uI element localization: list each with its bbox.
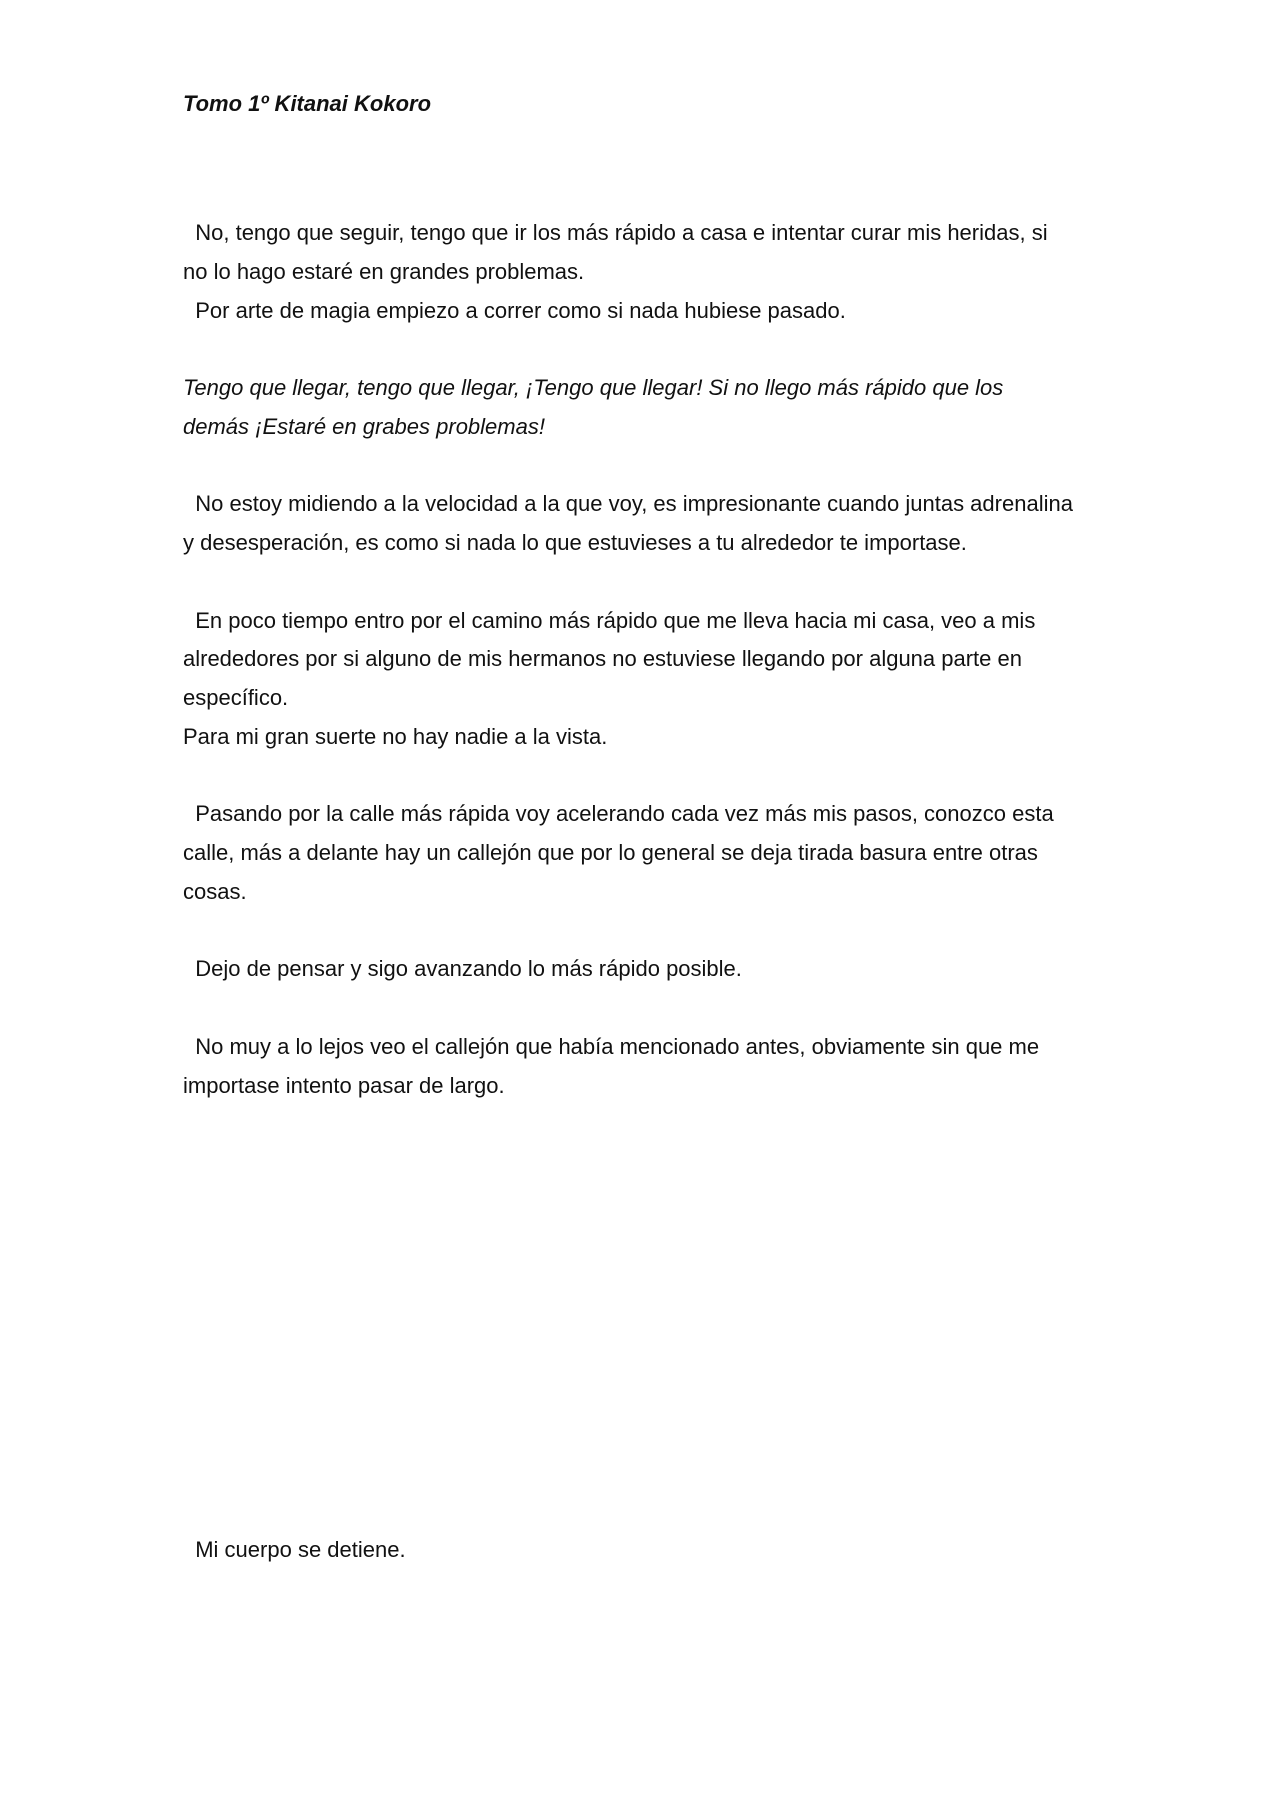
text-line: importase intento pasar de largo. xyxy=(183,1072,505,1098)
text-line: específico. xyxy=(183,685,289,710)
text-line: Pasando por la calle más rápida voy acelerando cada vez más mis pasos, conozco esta xyxy=(183,801,1054,827)
text-line: alrededores por si alguno de mis hermanos no estuviese llegando por alguna parte en xyxy=(183,646,1022,672)
italic-text-line: demás ¡Estaré en grabes problemas! xyxy=(183,413,545,439)
text-line: No estoy midiendo a la velocidad a la que voy, es impresionante cuando juntas adrenalina xyxy=(183,491,1073,517)
text-line: Para mi gran suerte no hay nadie a la vista. xyxy=(183,723,608,749)
text-line: En poco tiempo entro por el camino más rápido que me lleva hacia mi casa, veo a mis xyxy=(183,607,1036,633)
document-title: Tomo 1º Kitanai Kokoro xyxy=(183,91,432,116)
italic-text-line: Tengo que llegar, tengo que llegar, ¡Tengo que llegar! Si no llego más rápido que los xyxy=(183,375,1004,400)
text-line: Dejo de pensar y sigo avanzando lo más rápido posible. xyxy=(183,956,742,982)
paragraph-gap xyxy=(183,563,1113,602)
paragraph-gap xyxy=(183,447,1113,486)
paragraph-gap xyxy=(183,912,1113,951)
paragraph-gap xyxy=(183,330,1113,369)
text-line: y desesperación, es como si nada lo que estuvieses a tu alrededor te importase. xyxy=(183,530,967,555)
text-line: cosas. xyxy=(183,878,247,904)
text-line: Por arte de magia empiezo a correr como si nada hubiese pasado. xyxy=(183,297,846,323)
text-line: No muy a lo lejos veo el callejón que había mencionado antes, obviamente sin que me xyxy=(183,1033,1040,1059)
text-line: no lo hago estaré en grandes problemas. xyxy=(183,258,585,284)
document-body xyxy=(183,214,1113,1105)
paragraph-gap xyxy=(183,989,1113,1028)
paragraph-gap xyxy=(183,757,1113,796)
closing-line: Mi cuerpo se detiene. xyxy=(183,1537,406,1562)
text-line: calle, más a delante hay un callejón que por lo general se deja tirada basura entre otras xyxy=(183,840,1038,865)
text-line: No, tengo que seguir, tengo que ir los más rápido a casa e intentar curar mis heridas, si xyxy=(183,220,1048,245)
